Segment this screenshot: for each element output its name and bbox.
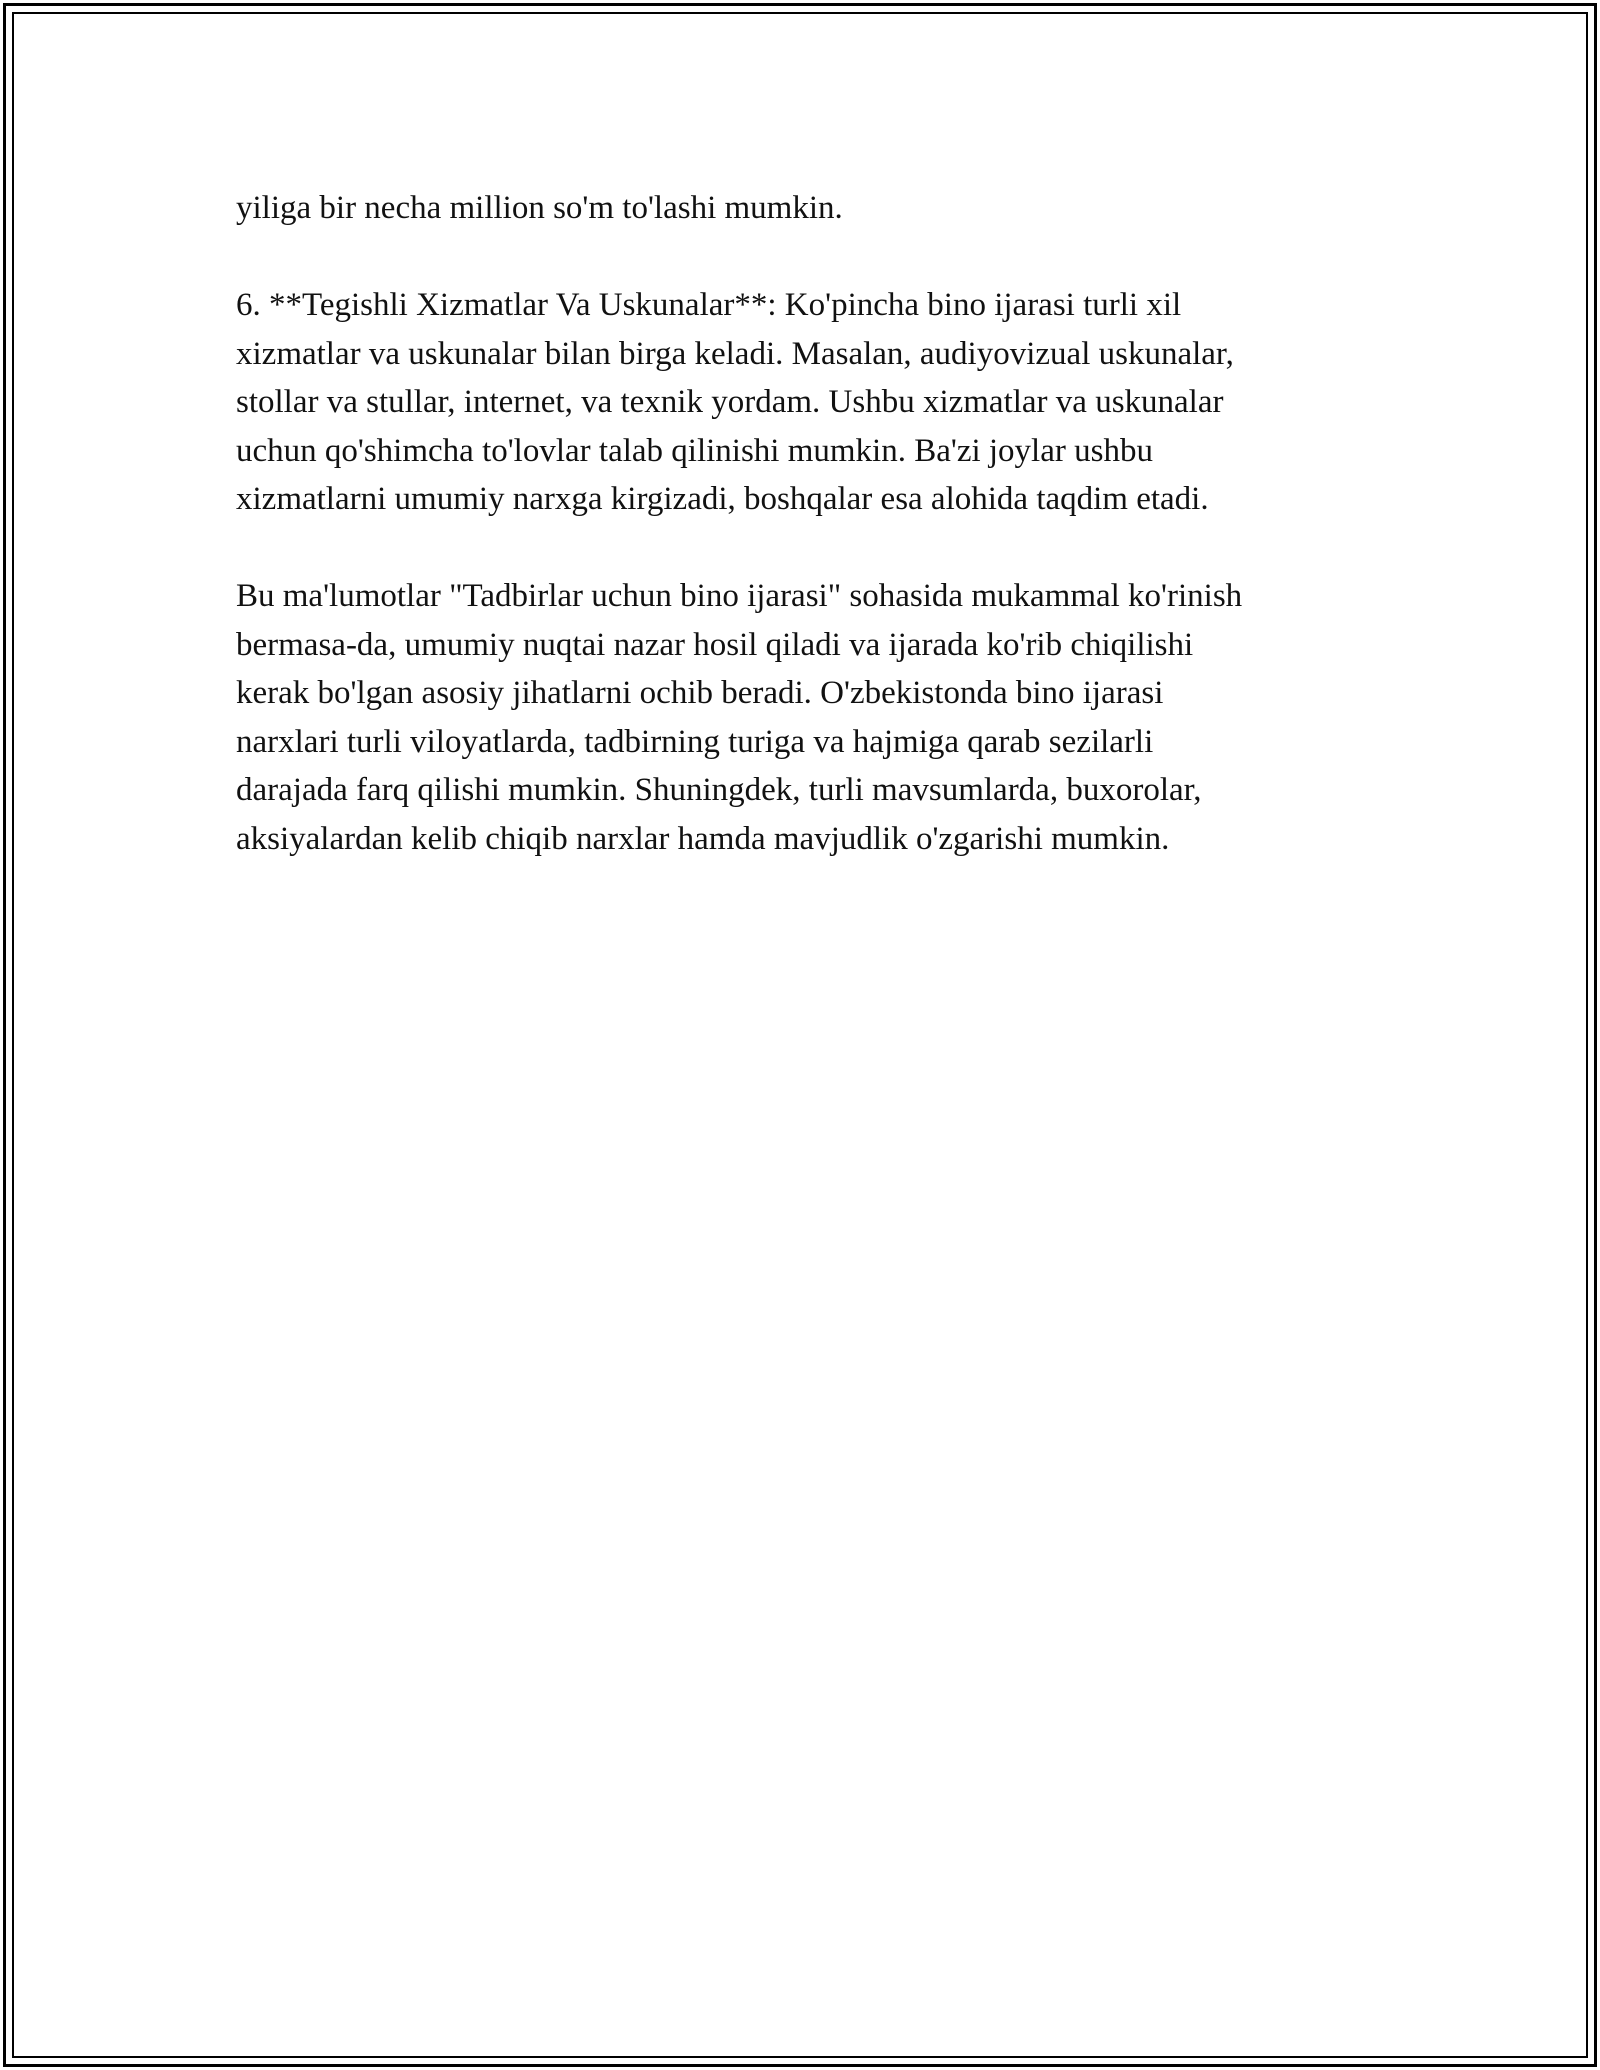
paragraph-services-equipment: 6. **Tegishli Xizmatlar Va Uskunalar**: Ko'pincha bino ijarasi turli xil xizmatlar va uskunalar bilan birga keladi. Masalan, audiyovizual uskunalar, stollar va stullar, internet, va texnik yordam. Ushbu xizmatlar va uskunalar uchun qo'shimcha to'lovlar talab qilinishi mumkin. Ba'zi joylar ushbu xizmatlarni umumiy narxga kirgizadi, boshqalar esa alohida taqdim etadi. (236, 287, 1234, 517)
paragraph-continuation: yiliga bir necha million so'm to'lashi mumkin. (236, 190, 843, 226)
paragraph-conclusion: Bu ma'lumotlar "Tadbirlar uchun bino ijarasi" sohasida mukammal ko'rinish bermasa-da, umumiy nuqtai nazar hosil qiladi va ijarada ko'rib chiqilishi kerak bo'lgan asosiy jihatlarni ochib beradi. O'zbekistonda bino ijarasi narxlari turli viloyatlarda, tadbirning turiga va hajmiga qarab sezilarli darajada farq qilishi mumkin. Shuningdek, turli mavsumlarda, buxorolar, aksiyalardan kelib chiqib narxlar hamda mavjudlik o'zgarishi mumkin. (236, 578, 1243, 857)
document-body (236, 184, 1396, 912)
